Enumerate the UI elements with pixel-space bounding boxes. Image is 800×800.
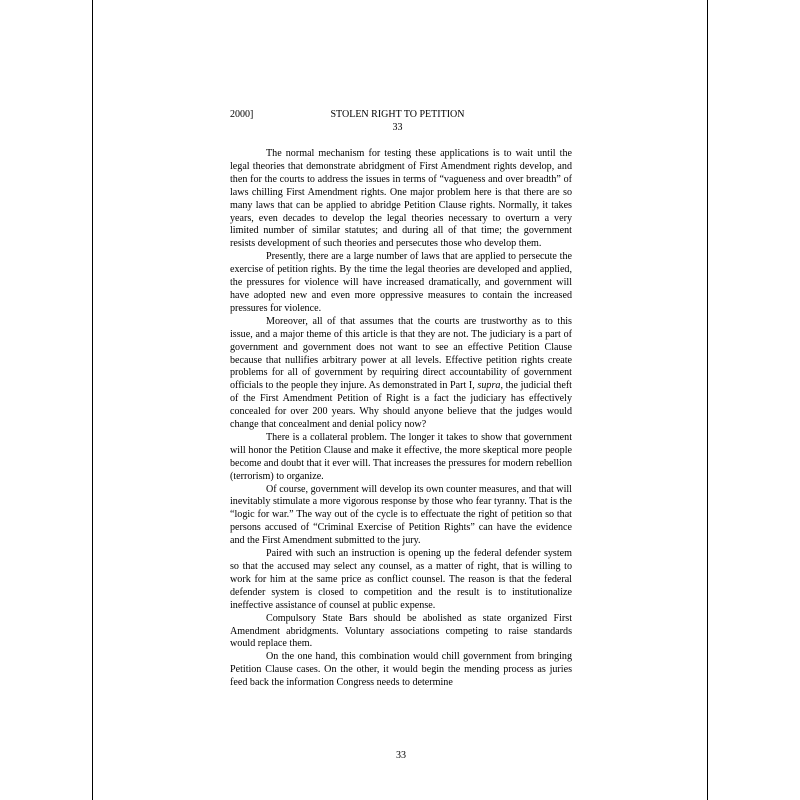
- paragraph-8: On the one hand, this combination would chill government from bringing Petition Clause cases. On the other, it would begin the mending process as juries feed back the information Congress needs to determine: [230, 651, 572, 689]
- running-head-year: 2000]: [230, 109, 254, 120]
- supra-citation: supra: [477, 380, 501, 392]
- running-head-page-number: 33: [392, 121, 403, 133]
- running-head: [230, 109, 565, 137]
- paragraph-3-text-start: Moreover, all of that assumes that the courts are trustworthy as to this issue, and a major theme of this article is that they are not. The judiciary is a part of government and government does not want to see an effective Petition Clause because that nullifies arbitrary power at all levels. Effective petition rights create problems for all of government by requiring direct accountability of government officials to the people they injure. As demonstrated in Part I,: [230, 315, 572, 392]
- paragraph-7: Compulsory State Bars should be abolished as state organized First Amendment abridgments. Voluntary associations competing to raise standards would replace them.: [230, 612, 572, 650]
- paragraph-3-text-end: , the judicial theft of the First Amendment Petition of Right is a fact the judiciary has effectively concealed for over 200 years. Why should anyone believe that the judges would change that concealment and denial policy now?: [230, 380, 572, 431]
- paragraph-5: Of course, government will develop its own counter measures, and that will inevitably stimulate a more vigorous response by those who fear tyranny. That is the “logic for war.” The way out of the cycle is to effectuate the right of petition so that persons accused of “Criminal Exercise of Petition Rights” can have the evidence and the First Amendment submitted to the jury.: [230, 483, 572, 547]
- paragraph-6: Paired with such an instruction is opening up the federal defender system so that the accused may select any counsel, as a matter of right, that is willing to work for him at the same price as conflict counsel. The reason is that the federal defender system is closed to competition and the result is to institutionalize ineffective assistance of counsel at public expense.: [230, 548, 572, 611]
- paragraph-1: The normal mechanism for testing these applications is to wait until the legal theories that demonstrate abridgment of First Amendment rights develop, and then for the courts to address the issues in terms of “vagueness and over breadth” of laws chilling First Amendment rights. One major problem here is that there are so many laws that can be applied to abridge Petition Clause rights. Normally, it takes years, even decades to develop the legal theories necessary to overturn a very limited number of similar statutes; and during all of that time; the government resists development of such theories and persecutes those who develop them.: [230, 148, 572, 250]
- running-head-title: STOLEN RIGHT TO PETITION: [330, 109, 465, 120]
- paragraph-3: [230, 316, 572, 432]
- body-text: [230, 148, 572, 690]
- document-page: [92, 0, 708, 800]
- footer-page-number: 33: [396, 750, 406, 761]
- paragraph-4: There is a collateral problem. The longer it takes to show that government will honor the Petition Clause and make it effective, the more skeptical more people become and doubt that it ever will. That increases the pressures for modern rebellion (terrorism) to organize.: [230, 431, 572, 482]
- paragraph-2: Presently, there are a large number of laws that are applied to persecute the exercise of petition rights. By the time the legal theories are developed and applied, the pressures for violence will have increased dramatically, and government will have adopted new and even more oppressive measures to contain the increased pressures for violence.: [230, 251, 572, 314]
